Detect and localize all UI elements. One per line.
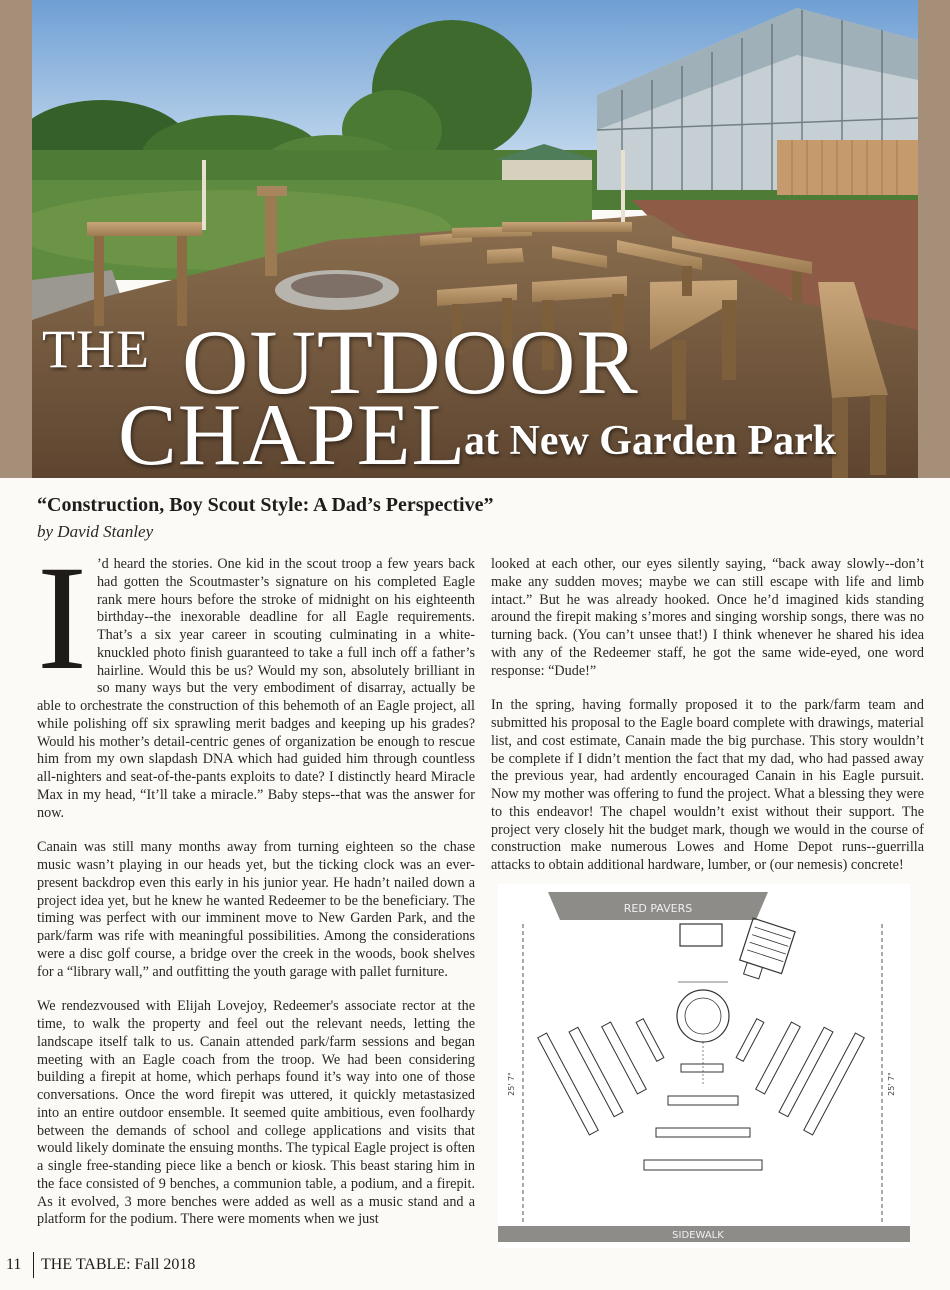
site-plan-diagram	[498, 884, 910, 1248]
left-dimension: 25' 7"	[507, 1072, 516, 1096]
paragraph-3: We rendezvoused with Elijah Lovejoy, Redeemer's associate rector at the time, to walk the property and feel out the relevant needs, letting the landscape itself talk to us. Canain attended park/farm sessions and began meeting with an Eagle coach from the troop. We had been considering building a firepit at home, which perhaps found it’s way into one of those conversations. Once the word firepit was uttered, it quickly metastasized into an entire outdoor ensemble. It seemed quite ambitious, even foolhardy between the demands of school and college applications and visits that would likely dominate the ensuing months. The typical Eagle project is often a single free-standing piece like a bench or kiosk. This beast staring him in the face consisted of 9 benches, a communion table, a podium, and a firepit. As it evolved, 3 more benches were added as well as a music stand and a platform for the podium. There were moments when we just	[37, 998, 475, 1228]
footer-divider	[33, 1252, 34, 1278]
title-the: THE	[42, 319, 150, 379]
paragraph-1	[37, 535, 475, 822]
page-number: 11	[6, 1256, 22, 1273]
article-title: “Construction, Boy Scout Style: A Dad’s Perspective”	[37, 494, 494, 516]
column-left	[37, 535, 475, 1246]
red-pavers-label: RED PAVERS	[623, 902, 693, 915]
magazine-issue: THE TABLE: Fall 2018	[41, 1256, 196, 1273]
byline: by David Stanley	[37, 522, 154, 541]
sidewalk-label: SIDEWALK	[672, 1230, 724, 1241]
right-dimension: 25' 7"	[887, 1072, 896, 1096]
paragraph-1-text: ’d heard the stories. One kid in the scout troop a few years back had gotten the Scoutmaster’s signature on his completed Eagle rank mere hours before the stroke of midnight on his eighteenth birthday--the inexorable deadline for all Eagle requirements. That’s a six year career in scouting culminating in a white-knuckled photo finish guaranteed to take a full inch off a father’s hairline. Would this be us? Would my son, absolutely brilliant in so many ways but the very embodiment of disarray, actually be able to orchestrate the construction of this behemoth of an Eagle project, all while polishing off six sprawling merit badges and keeping up his grades? Would his mother’s detail-centric genes of organization be enough to rescue him from my own slapdash DNA which had guided him through countless all-nighters and seat-of-the-pants exploits to date? I distinctly heard Miracle Max in my head, “It’ll take a miracle.” Baby steps--that was the answer for now.	[37, 556, 475, 821]
column-right	[491, 556, 924, 892]
paragraph-4: looked at each other, our eyes silently saying, “back away slowly--don’t make any sudden moves; maybe we can still escape with life and limb intact.” But he was already hooked. Once he’d imagined kids standing around the firepit making s’mores and singing worship songs, there was no turning back. (You can’t unsee that!) I think whenever he shared his idea with any of the Redeemer staff, he got the same wide-eyed, one word response: “Dude!”	[491, 556, 924, 679]
paragraph-2: Canain was still many months away from turning eighteen so the chase music wasn’t playing in our heads yet, but the ticking clock was an ever-present backdrop even this early in his junior year. He hadn’t nailed down a project idea yet, but he knew he wanted Redeemer to be the beneficiary. The timing was perfect with our imminent move to New Garden Park, and the park/farm was rife with meaningful possibilities. Among the considerations were a disc golf course, a bridge over the creek in the woods, book shelves for a “library wall,” and outfitting the youth garage with pallet furniture.	[37, 839, 475, 980]
title-chapel: CHAPEL	[118, 387, 467, 478]
hero-title	[32, 0, 918, 478]
drop-cap: I	[37, 535, 87, 701]
page-edge-left	[0, 0, 32, 478]
site-plan-drawing	[498, 884, 910, 1248]
hero-photo	[32, 0, 918, 478]
paragraph-5: In the spring, having formally proposed it to the park/farm team and submitted his proposal to the Eagle board complete with drawings, material list, and cost estimate, Canain made the big purchase. This story wouldn’t be complete if I didn’t mention the fact that my dad, who had passed away the previous year, had ardently encouraged Canain in his Eagle pursuit. Now my mother was offering to fund the project. What a blessing they were to this endeavor! The chapel wouldn’t exist without their support. The project very closely hit the budget mark, though we would in the course of construction make numerous Lowes and Home Depot runs--guerrilla attacks to obtain additional hardware, lumber, or (our nemesis) concrete!	[491, 697, 924, 873]
page-edge-right	[918, 0, 950, 478]
title-location: at New Garden Park	[464, 418, 837, 464]
title-outdoor: OUTDOOR	[182, 311, 639, 413]
